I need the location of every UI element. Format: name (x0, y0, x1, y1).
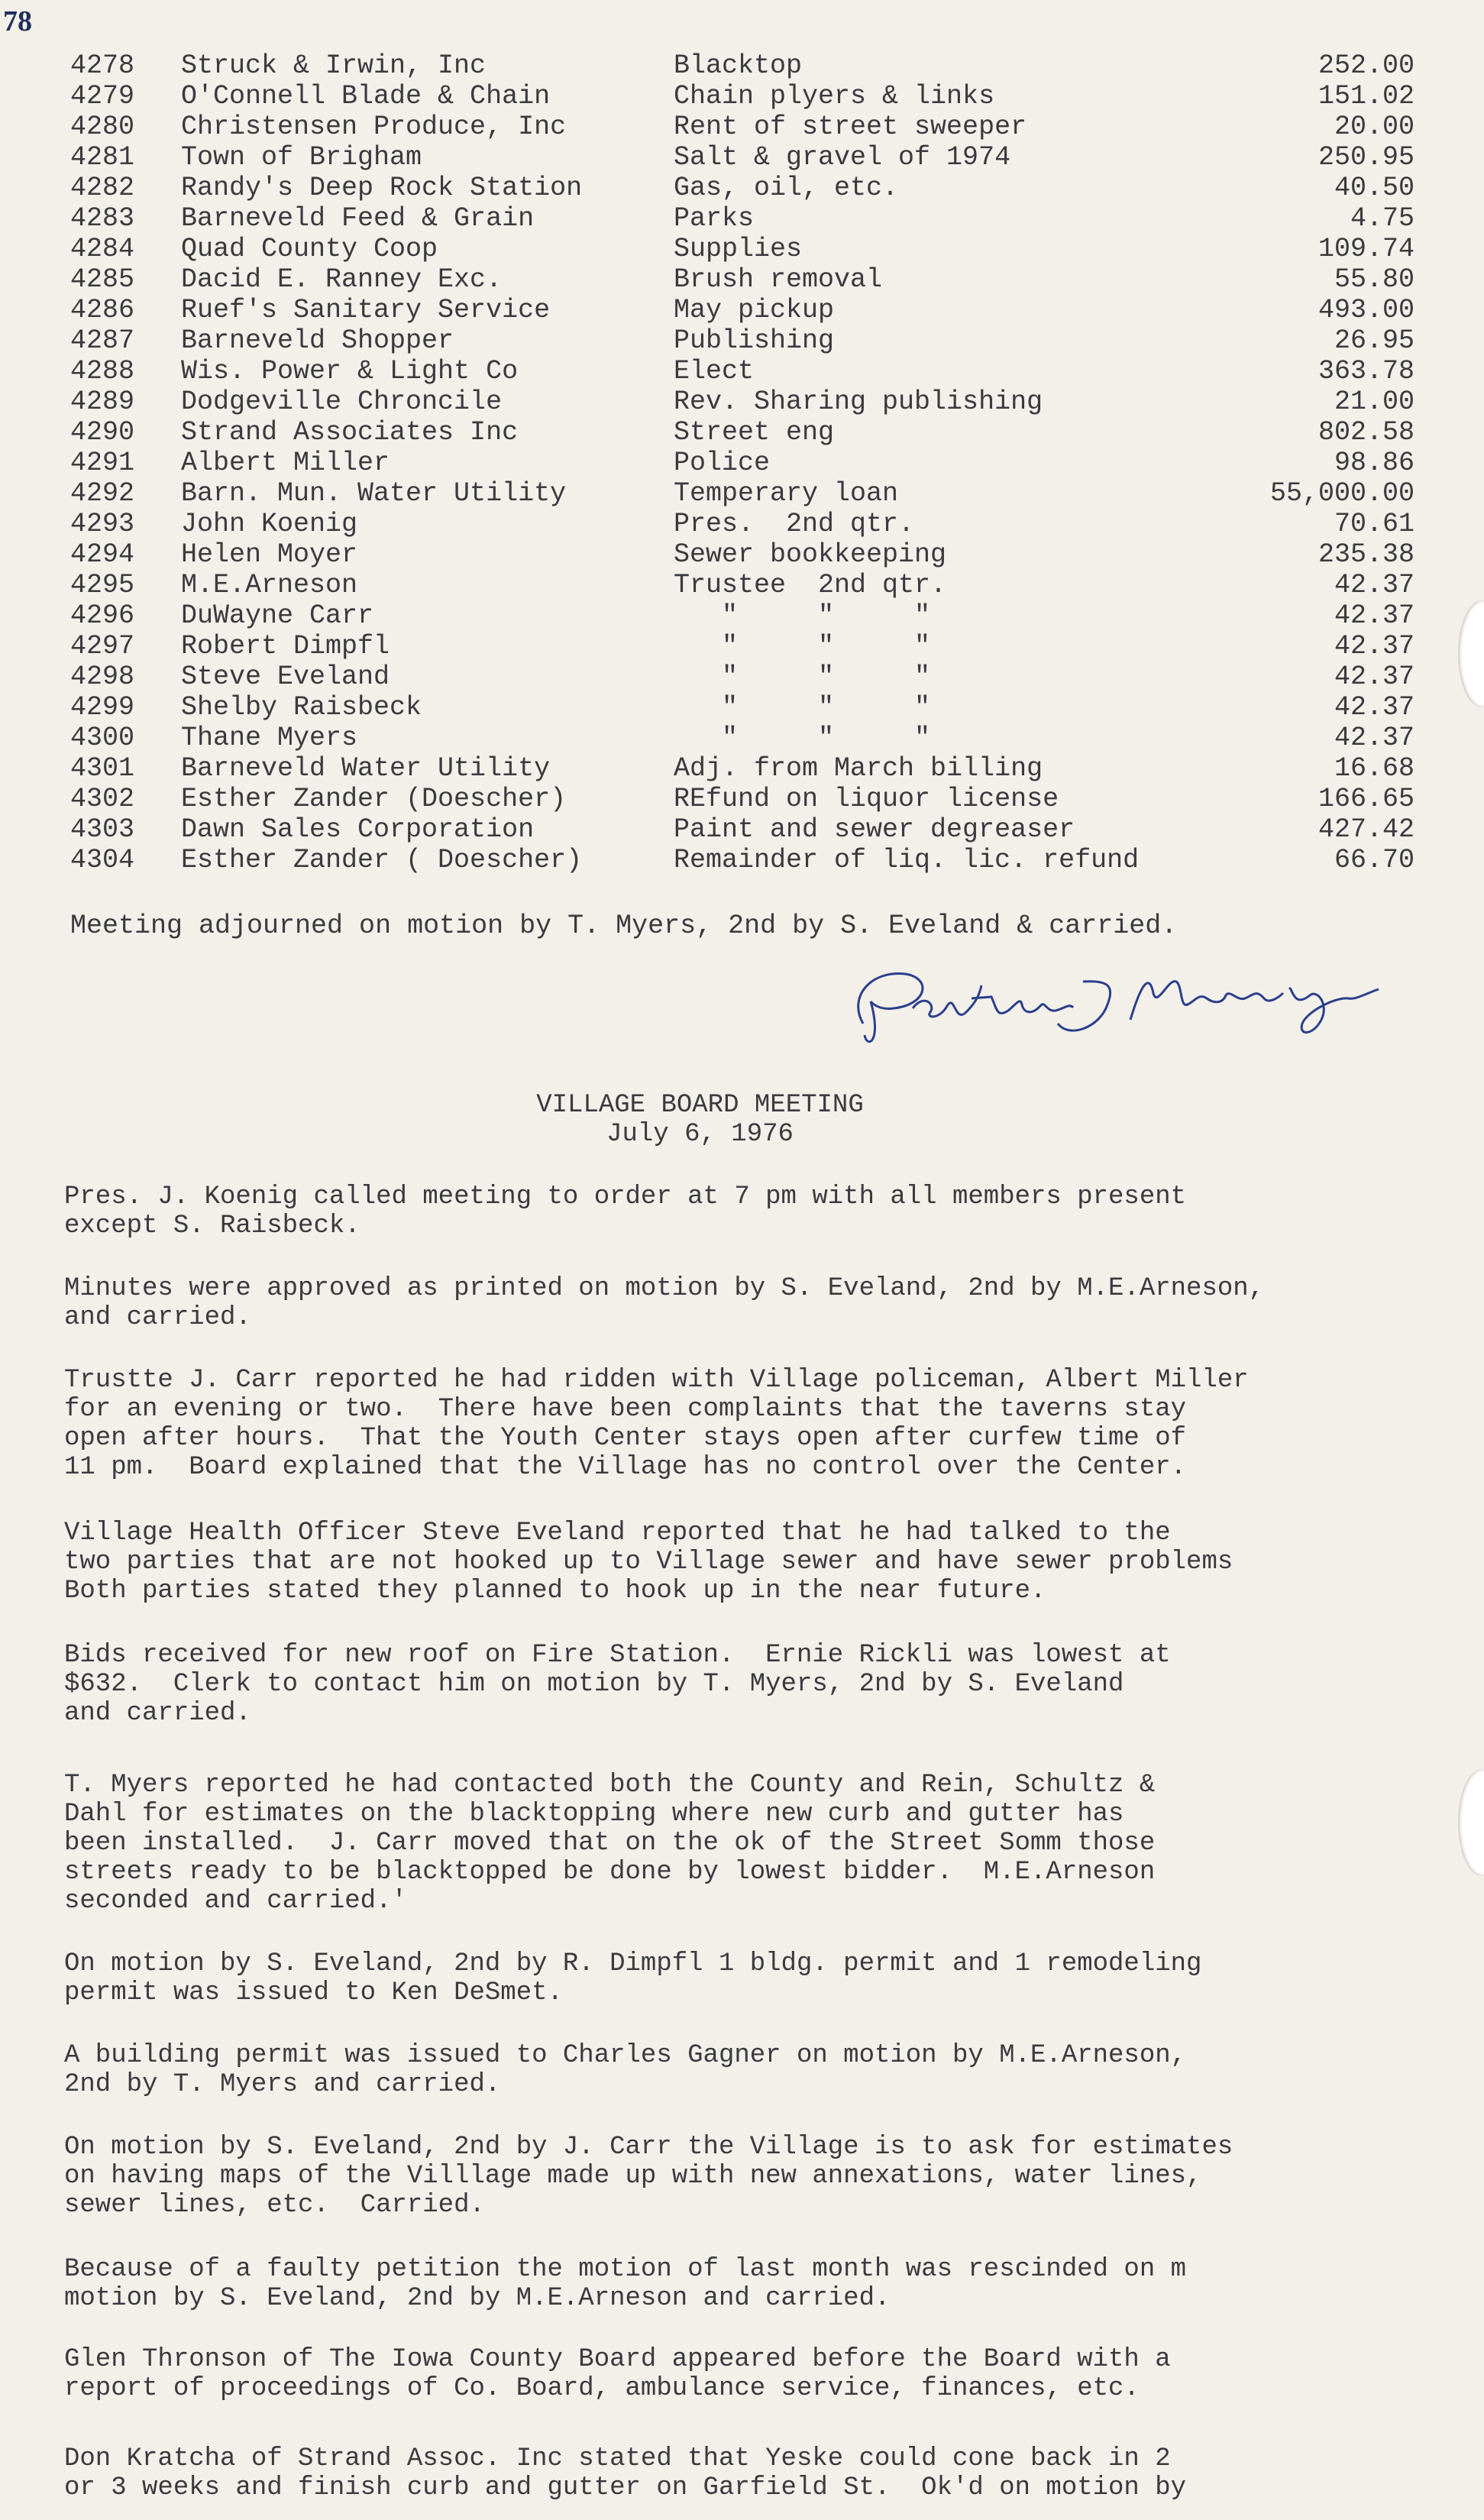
payee: O'Connell Blade & Chain (181, 81, 551, 112)
purpose: Police (674, 448, 771, 478)
ledger-row (70, 478, 1414, 509)
binder-hole (1458, 600, 1484, 707)
payee: Barneveld Water Utility (181, 753, 551, 784)
minutes-paragraph: T. Myers reported he had contacted both the County and Rein, Schultz & Dahl for estimates on the blacktopping where new curb and gutter has been installed. J. Carr moved that on the ok of the Street Somm those streets ready to be blacktopped be done by lowest bidder. M.E.Arneson seconded and carried.' (64, 1771, 1156, 1916)
purpose: Parks (674, 203, 755, 234)
payee: Strand Associates Inc (181, 417, 519, 448)
amount: 55,000.00 (1269, 478, 1414, 509)
purpose: " " " (674, 723, 931, 753)
voucher-number: 4297 (70, 631, 135, 662)
purpose: Paint and sewer degreaser (674, 814, 1075, 845)
voucher-number: 4282 (70, 173, 135, 203)
ledger-row (70, 845, 1414, 875)
minutes-paragraph: Because of a faulty petition the motion of last month was rescinded on m motion by S. Eveland, 2nd by M.E.Arneson and carried. (64, 2255, 1187, 2313)
payee: Barneveld Feed & Grain (181, 203, 535, 234)
voucher-number: 4293 (70, 509, 135, 539)
payee: Thane Myers (181, 723, 358, 753)
payee: Quad County Coop (181, 234, 438, 264)
voucher-number: 4286 (70, 295, 135, 325)
payee: Randy's Deep Rock Station (181, 173, 583, 203)
voucher-number: 4298 (70, 662, 135, 692)
payee: Barn. Mun. Water Utility (181, 478, 567, 509)
voucher-number: 4280 (70, 112, 135, 142)
purpose: May pickup (674, 295, 835, 325)
amount: 493.00 (1317, 295, 1414, 325)
meeting-title: VILLAGE BOARD MEETING (536, 1091, 864, 1120)
ledger-row (70, 356, 1414, 387)
amount: 55.80 (1334, 264, 1414, 295)
amount: 20.00 (1334, 112, 1414, 142)
voucher-number: 4290 (70, 417, 135, 448)
ledger-row (70, 631, 1414, 662)
payee: Dodgeville Chroncile (181, 387, 503, 417)
ledger-row (70, 387, 1414, 417)
ledger-row (70, 264, 1414, 295)
ledger-row (70, 723, 1414, 753)
clerk-signature (840, 951, 1405, 1050)
ledger-row (70, 570, 1414, 600)
amount: 252.00 (1317, 50, 1414, 81)
voucher-number: 4300 (70, 723, 135, 753)
amount: 42.37 (1334, 600, 1414, 631)
amount: 802.58 (1317, 417, 1414, 448)
payee: DuWayne Carr (181, 600, 374, 631)
voucher-number: 4299 (70, 692, 135, 723)
amount: 42.37 (1334, 631, 1414, 662)
ledger-row (70, 814, 1414, 845)
amount: 166.65 (1317, 784, 1414, 814)
minutes-paragraph: Pres. J. Koenig called meeting to order at 7 pm with all members present except S. Raisbeck. (64, 1182, 1187, 1241)
payee: Barneveld Shopper (181, 325, 454, 356)
voucher-number: 4302 (70, 784, 135, 814)
purpose: Salt & gravel of 1974 (674, 142, 1011, 173)
amount: 235.38 (1317, 539, 1414, 570)
minutes-paragraph: Glen Thronson of The Iowa County Board appeared before the Board with a report of proceedings of Co. Board, ambulance service, finances, etc. (64, 2345, 1171, 2403)
payee: Esther Zander (Doescher) (181, 784, 567, 814)
voucher-number: 4285 (70, 264, 135, 295)
amount: 16.68 (1334, 753, 1414, 784)
ledger-row (70, 417, 1414, 448)
voucher-number: 4288 (70, 356, 135, 387)
voucher-number: 4295 (70, 570, 135, 600)
purpose: Street eng (674, 417, 835, 448)
signature-drawing (840, 951, 1405, 1050)
purpose: " " " (674, 662, 931, 692)
payee: John Koenig (181, 509, 358, 539)
purpose: " " " (674, 631, 931, 662)
meeting-heading (0, 1091, 1484, 1149)
adjournment-note: Meeting adjourned on motion by T. Myers, 2nd by S. Eveland & carried. (70, 911, 1178, 941)
voucher-number: 4294 (70, 539, 135, 570)
amount: 427.42 (1317, 814, 1414, 845)
ledger-row (70, 600, 1414, 631)
purpose: Chain plyers & links (674, 81, 995, 112)
disbursement-ledger (70, 50, 1414, 875)
amount: 21.00 (1334, 387, 1414, 417)
payee: Esther Zander ( Doescher) (181, 845, 583, 875)
minutes-paragraph: Trustte J. Carr reported he had ridden with Village policeman, Albert Miller for an evening or two. There have been complaints that the taverns stay open after hours. That the Youth Center stays open after curfew time of 11 pm. Board explained that the Village has no control over the Center. (64, 1366, 1249, 1482)
payee: Christensen Produce, Inc (181, 112, 567, 142)
payee: Albert Miller (181, 448, 390, 478)
minutes-paragraph: Bids received for new roof on Fire Station. Ernie Rickli was lowest at $632. Clerk to contact him on motion by T. Myers, 2nd by S. Eveland and carried. (64, 1641, 1171, 1728)
voucher-number: 4292 (70, 478, 135, 509)
amount: 42.37 (1334, 723, 1414, 753)
ledger-row (70, 203, 1414, 234)
ledger-row (70, 295, 1414, 325)
minutes-paragraph: On motion by S. Eveland, 2nd by J. Carr the Village is to ask for estimates on having maps of the Villlage made up with new annexations, water lines, sewer lines, etc. Carried. (64, 2133, 1233, 2220)
purpose: " " " (674, 692, 931, 723)
amount: 98.86 (1334, 448, 1414, 478)
payee: Helen Moyer (181, 539, 358, 570)
ledger-row (70, 50, 1414, 81)
payee: Ruef's Sanitary Service (181, 295, 551, 325)
ledger-row (70, 234, 1414, 264)
ledger-row (70, 173, 1414, 203)
amount: 42.37 (1334, 662, 1414, 692)
voucher-number: 4303 (70, 814, 135, 845)
minutes-paragraph: Minutes were approved as printed on motion by S. Eveland, 2nd by M.E.Arneson, and carried. (64, 1274, 1265, 1332)
purpose: Brush removal (674, 264, 883, 295)
ledger-row (70, 325, 1414, 356)
voucher-number: 4287 (70, 325, 135, 356)
ledger-row (70, 784, 1414, 814)
payee: Dacid E. Ranney Exc. (181, 264, 503, 295)
purpose: Temperary loan (674, 478, 899, 509)
ledger-row (70, 142, 1414, 173)
binder-hole (1458, 1769, 1484, 1876)
minutes-paragraph: Don Kratcha of Strand Assoc. Inc stated that Yeske could cone back in 2 or 3 weeks and finish curb and gutter on Garfield St. Ok'd on motion by (64, 2444, 1187, 2502)
purpose: Rev. Sharing publishing (674, 387, 1043, 417)
purpose: Elect (674, 356, 755, 387)
purpose: Trustee 2nd qtr. (674, 570, 947, 600)
amount: 42.37 (1334, 570, 1414, 600)
minutes-paragraph: A building permit was issued to Charles Gagner on motion by M.E.Arneson, 2nd by T. Myers and carried. (64, 2041, 1187, 2099)
voucher-number: 4284 (70, 234, 135, 264)
payee: Struck & Irwin, Inc (181, 50, 487, 81)
ledger-row (70, 448, 1414, 478)
purpose: Supplies (674, 234, 803, 264)
voucher-number: 4296 (70, 600, 135, 631)
minutes-paragraph: On motion by S. Eveland, 2nd by R. Dimpfl 1 bldg. permit and 1 remodeling permit was issued to Ken DeSmet. (64, 1949, 1202, 2007)
voucher-number: 4291 (70, 448, 135, 478)
voucher-number: 4283 (70, 203, 135, 234)
purpose: Blacktop (674, 50, 803, 81)
amount: 363.78 (1317, 356, 1414, 387)
amount: 42.37 (1334, 692, 1414, 723)
payee: Dawn Sales Corporation (181, 814, 535, 845)
amount: 151.02 (1317, 81, 1414, 112)
ledger-row (70, 112, 1414, 142)
voucher-number: 4278 (70, 50, 135, 81)
voucher-number: 4301 (70, 753, 135, 784)
purpose: Gas, oil, etc. (674, 173, 899, 203)
purpose: Sewer bookkeeping (674, 539, 947, 570)
ledger-row (70, 692, 1414, 723)
amount: 109.74 (1317, 234, 1414, 264)
voucher-number: 4281 (70, 142, 135, 173)
amount: 70.61 (1334, 509, 1414, 539)
payee: Town of Brigham (181, 142, 422, 173)
voucher-number: 4304 (70, 845, 135, 875)
amount: 26.95 (1334, 325, 1414, 356)
purpose: Publishing (674, 325, 835, 356)
meeting-date: July 6, 1976 (606, 1120, 794, 1149)
ledger-row (70, 81, 1414, 112)
purpose: " " " (674, 600, 931, 631)
amount: 66.70 (1334, 845, 1414, 875)
ledger-row (70, 539, 1414, 570)
voucher-number: 4289 (70, 387, 135, 417)
ledger-row (70, 662, 1414, 692)
amount: 250.95 (1317, 142, 1414, 173)
page-number: 78 (3, 5, 32, 37)
purpose: Pres. 2nd qtr. (674, 509, 915, 539)
purpose: REfund on liquor license (674, 784, 1059, 814)
purpose: Rent of street sweeper (674, 112, 1027, 142)
voucher-number: 4279 (70, 81, 135, 112)
purpose: Remainder of liq. lic. refund (674, 845, 1140, 875)
payee: M.E.Arneson (181, 570, 358, 600)
purpose: Adj. from March billing (674, 753, 1043, 784)
minutes-paragraph: Village Health Officer Steve Eveland reported that he had talked to the two parties that are not hooked up to Village sewer and have sewer problems Both parties stated they planned to hook up in the near future. (64, 1519, 1233, 1606)
payee: Robert Dimpfl (181, 631, 390, 662)
payee: Shelby Raisbeck (181, 692, 422, 723)
ledger-row (70, 509, 1414, 539)
ledger-row (70, 753, 1414, 784)
amount: 4.75 (1350, 203, 1414, 234)
payee: Steve Eveland (181, 662, 390, 692)
payee: Wis. Power & Light Co (181, 356, 519, 387)
amount: 40.50 (1334, 173, 1414, 203)
